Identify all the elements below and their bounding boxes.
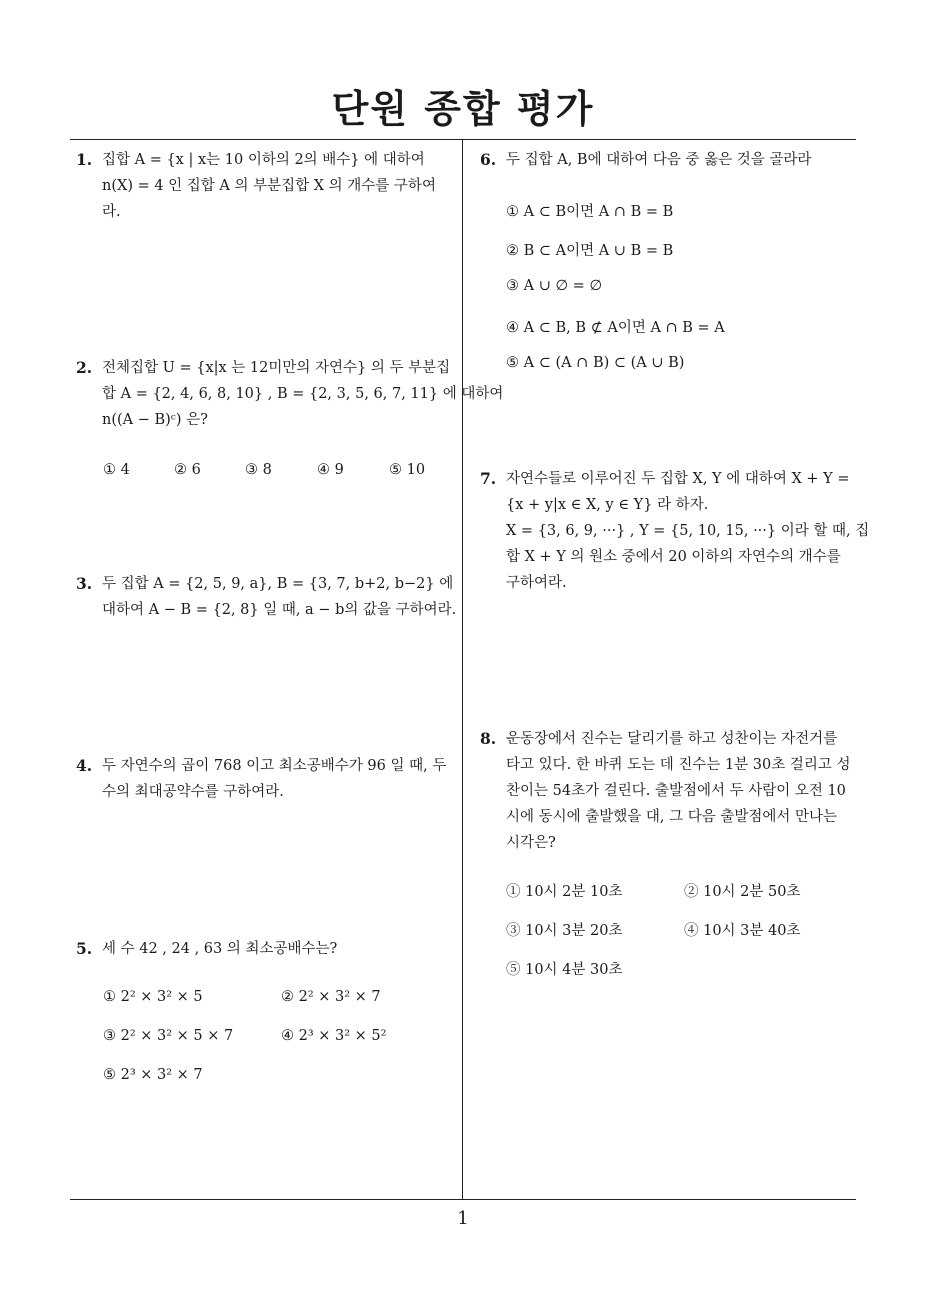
problem-6 — [480, 147, 860, 173]
problem-text-line: 구하여라. — [506, 575, 567, 591]
choice-1[interactable]: ① 10시 2분 10초 — [506, 884, 623, 900]
problem-1 — [76, 147, 456, 225]
choice-3[interactable]: ③ 8 — [245, 462, 272, 478]
problem-text-line: 운동장에서 진수는 달리기를 하고 성찬이는 자전거를 — [506, 731, 838, 747]
choice-5[interactable]: ⑤ 10 — [389, 462, 426, 478]
problem-number: 5. — [76, 939, 93, 958]
problem-number: 3. — [76, 574, 93, 593]
problem-text-line: 전체집합 U = {x|x 는 12미만의 자연수} 의 두 부분집 — [102, 360, 451, 376]
problem-text-line: 수의 최대공약수를 구하여라. — [102, 784, 284, 800]
problem-text-line: 합 X + Y 의 원소 중에서 20 이하의 자연수의 개수를 — [506, 549, 841, 565]
choice-4[interactable]: ④ 2³ × 3² × 5² — [281, 1028, 387, 1044]
choice-3[interactable]: ③ 10시 3분 20초 — [506, 923, 623, 939]
choice-1[interactable]: ① 2² × 3² × 5 — [103, 989, 203, 1005]
choice-4[interactable]: ④ 9 — [317, 462, 344, 478]
choice-2[interactable]: ② 2² × 3² × 7 — [281, 989, 381, 1005]
problem-text-line: 집합 A = {x | x는 10 이하의 2의 배수} 에 대하여 — [102, 152, 425, 168]
problem-2 — [76, 355, 504, 433]
choice-2[interactable]: ② 10시 2분 50초 — [684, 884, 801, 900]
choice-5[interactable]: ⑤ A ⊂ (A ∩ B) ⊂ (A ∪ B) — [506, 355, 685, 371]
problem-text-line: 시각은? — [506, 835, 556, 851]
problem-text-line: 자연수들로 이루어진 두 집합 X, Y 에 대하여 X + Y = — [506, 471, 850, 487]
problem-4 — [76, 753, 456, 805]
problem-text-line: 세 수 42 , 24 , 63 의 최소공배수는? — [102, 941, 338, 957]
problem-text-line: 라. — [102, 204, 121, 220]
problem-text-line: {x + y|x ∈ X, y ∈ Y} 라 하자. — [506, 497, 709, 513]
bottom-rule — [70, 1199, 856, 1200]
problem-text-line: 타고 있다. 한 바퀴 도는 데 진수는 1분 30초 걸리고 성 — [506, 757, 851, 773]
problem-text-line: X = {3, 6, 9, ···} , Y = {5, 10, 15, ···} 이라 할 때, 집 — [506, 523, 870, 539]
problem-8 — [480, 726, 860, 856]
problem-text-line: 시에 동시에 출발했을 대, 그 다음 출발점에서 만나는 — [506, 809, 838, 825]
problem-3 — [76, 571, 456, 623]
problem-text-line: 합 A = {2, 4, 6, 8, 10} , B = {2, 3, 5, 6, 7, 11} 에 대하여 — [102, 386, 504, 402]
choice-5[interactable]: ⑤ 2³ × 3² × 7 — [103, 1067, 203, 1083]
page-number: 1 — [457, 1208, 469, 1229]
problem-number: 1. — [76, 150, 93, 169]
choice-2[interactable]: ② 6 — [174, 462, 201, 478]
problem-number: 7. — [480, 469, 497, 488]
choice-4[interactable]: ④ A ⊂ B, B ⊄ A이면 A ∩ B = A — [506, 320, 725, 336]
choice-3[interactable]: ③ 2² × 3² × 5 × 7 — [103, 1028, 234, 1044]
page-title: 단원 종합 평가 — [331, 87, 595, 131]
choice-4[interactable]: ④ 10시 3분 40초 — [684, 923, 801, 939]
choice-3[interactable]: ③ A ∪ ∅ = ∅ — [506, 278, 603, 294]
problem-text-line: n(X) = 4 인 집합 A 의 부분집합 X 의 개수를 구하여 — [102, 178, 436, 194]
column-divider — [462, 140, 463, 1199]
problem-5 — [76, 936, 456, 962]
problem-text-line: 두 자연수의 곱이 768 이고 최소공배수가 96 일 때, 두 — [102, 758, 447, 774]
top-rule — [70, 139, 856, 140]
problem-number: 8. — [480, 729, 497, 748]
problem-text-line: 찬이는 54초가 걸린다. 출발점에서 두 사람이 오전 10 — [506, 783, 846, 799]
problem-number: 2. — [76, 358, 93, 377]
problem-text-line: 두 집합 A = {2, 5, 9, a}, B = {3, 7, b+2, b−2} 에 — [102, 576, 454, 592]
choice-1[interactable]: ① 4 — [103, 462, 130, 478]
problem-text-line: n((A − B)ᶜ) 은? — [102, 412, 208, 428]
problem-number: 4. — [76, 756, 93, 775]
problem-number: 6. — [480, 150, 497, 169]
problem-text-line: 대하여 A − B = {2, 8} 일 때, a − b의 값을 구하여라. — [102, 602, 457, 618]
problem-7 — [480, 466, 870, 596]
choice-5[interactable]: ⑤ 10시 4분 30초 — [506, 962, 623, 978]
choice-1[interactable]: ① A ⊂ B이면 A ∩ B = B — [506, 204, 674, 220]
choice-2[interactable]: ② B ⊂ A이면 A ∪ B = B — [506, 243, 674, 259]
problem-text-line: 두 집합 A, B에 대하여 다음 중 옳은 것을 골라라 — [506, 152, 812, 168]
